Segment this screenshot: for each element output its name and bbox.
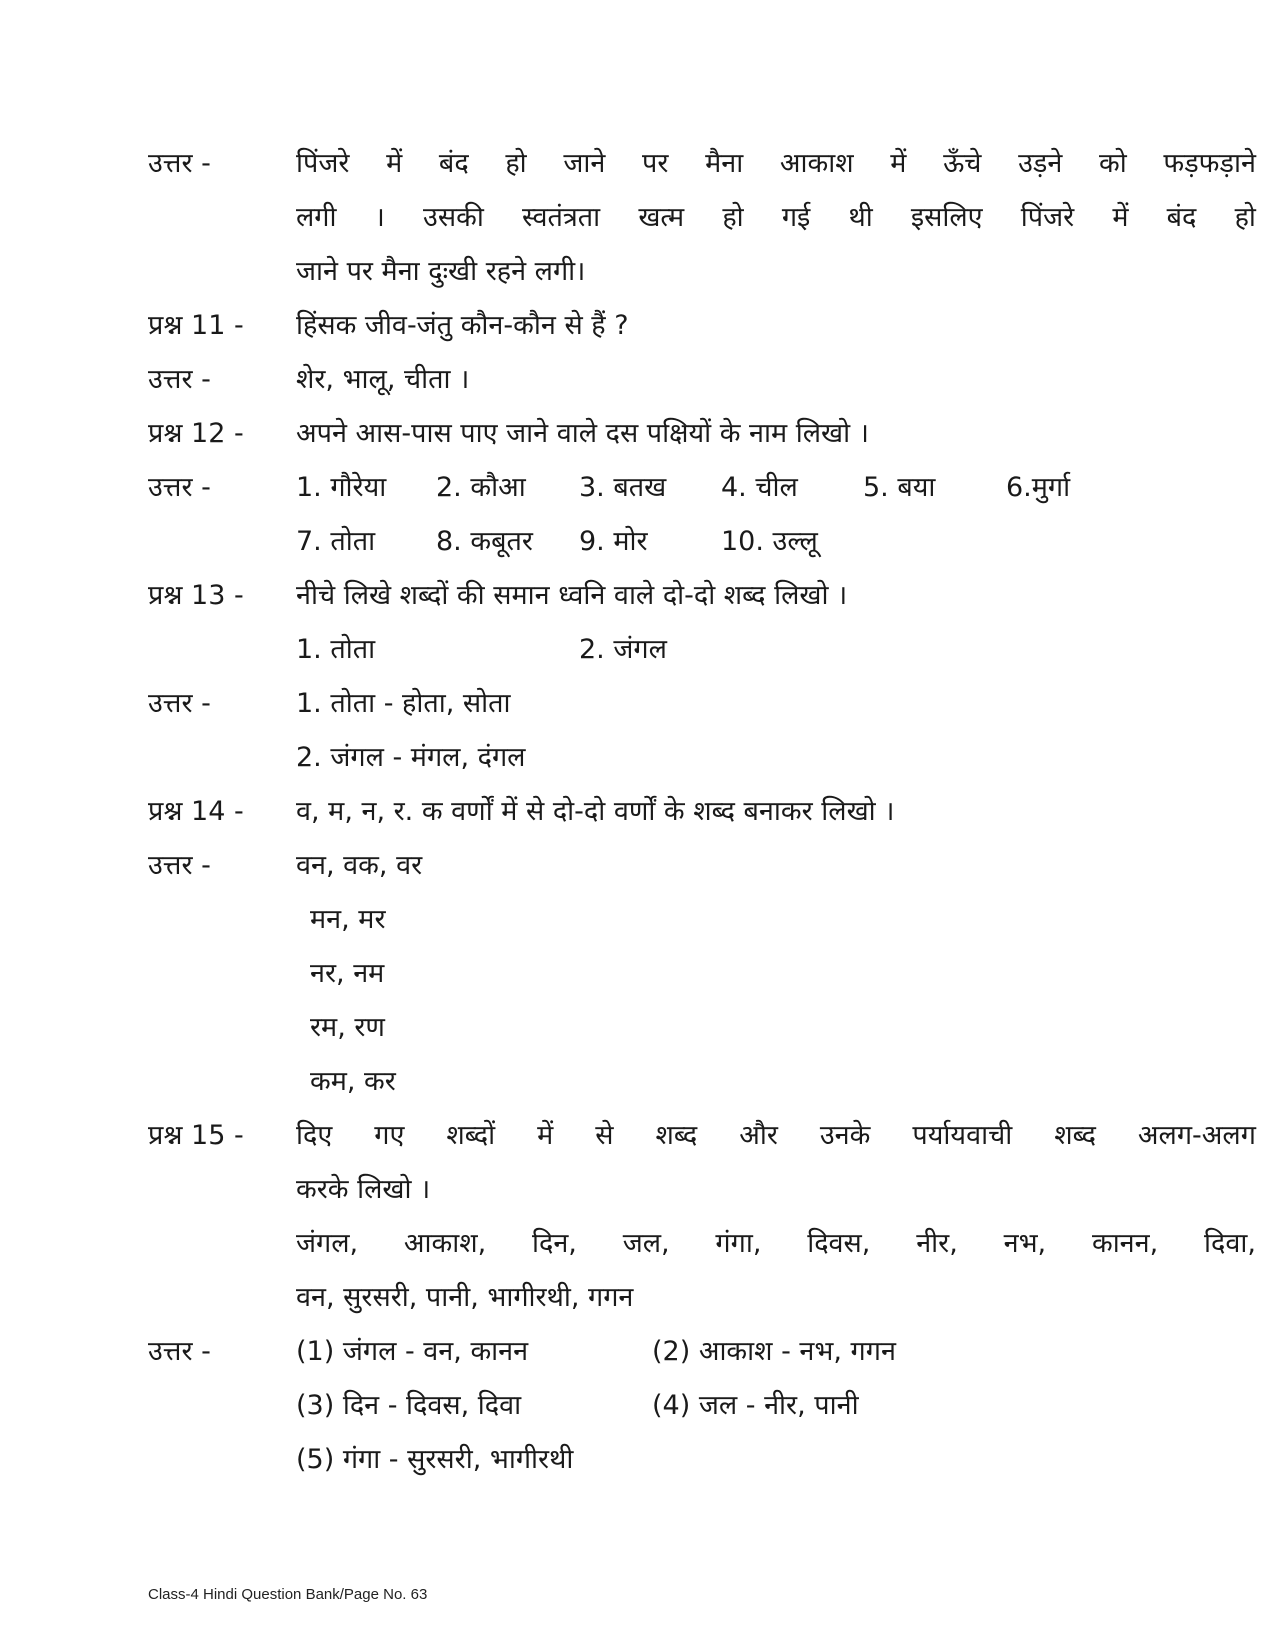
- list-item: (4) जल - नीर, पानी: [652, 1390, 859, 1421]
- word: नीर,: [916, 1228, 958, 1259]
- line-text: शेर, भालू, चीता ।: [296, 364, 470, 395]
- word: उसकी: [423, 202, 484, 233]
- word: में: [890, 148, 907, 179]
- word: शब्द: [655, 1120, 698, 1151]
- word: लगी: [296, 202, 337, 233]
- line-text: 2. जंगल - मंगल, दंगल: [296, 742, 526, 773]
- line-text: रम, रण: [310, 1012, 385, 1043]
- word: उनके: [819, 1120, 871, 1151]
- word: और: [739, 1120, 778, 1151]
- word: हो: [722, 202, 744, 233]
- word: दिन,: [531, 1228, 577, 1259]
- answer-label: उत्तर -: [148, 148, 211, 179]
- line-text: अपने आस-पास पाए जाने वाले दस पक्षियों के नाम लिखो ।: [296, 418, 869, 449]
- word: स्वतंत्रता: [521, 202, 601, 233]
- question-label: प्रश्न 13 -: [148, 580, 244, 611]
- list-item: (1) जंगल - वन, कानन: [296, 1336, 529, 1367]
- list-item: 5. बया: [863, 472, 936, 503]
- word: कानन,: [1091, 1228, 1159, 1259]
- word: शब्दों: [446, 1120, 496, 1151]
- list-item: 9. मोर: [579, 526, 648, 557]
- word: हो: [1234, 202, 1256, 233]
- word: आकाश,: [403, 1228, 487, 1259]
- word: पिंजरे: [296, 148, 350, 179]
- list-item: (3) दिन - दिवस, दिवा: [296, 1390, 522, 1421]
- justified-text: [296, 1216, 1256, 1272]
- word: खत्म: [638, 202, 685, 233]
- line-text: मन, मर: [310, 904, 386, 935]
- question-label: प्रश्न 11 -: [148, 310, 244, 341]
- question-label: प्रश्न 15 -: [148, 1120, 244, 1151]
- word: ऊँचे: [943, 148, 982, 179]
- word: पर्यायवाची: [912, 1120, 1013, 1151]
- list-item: 1. गौरेया: [296, 472, 387, 503]
- answer-label: उत्तर -: [148, 850, 211, 881]
- word: मैना: [705, 148, 744, 179]
- word: बंद: [1166, 202, 1197, 233]
- word: दिवस,: [807, 1228, 871, 1259]
- word: को: [1099, 148, 1127, 179]
- line-text: 1. तोता - होता, सोता: [296, 688, 511, 719]
- word: थी: [848, 202, 873, 233]
- word: गंगा,: [715, 1228, 762, 1259]
- list-item: 2. जंगल: [579, 634, 667, 665]
- list-item: 1. तोता: [296, 634, 376, 665]
- word: इसलिए: [910, 202, 983, 233]
- word: दिए: [296, 1120, 333, 1151]
- word: नभ,: [1003, 1228, 1047, 1259]
- line-text: करके लिखो ।: [296, 1174, 431, 1205]
- list-item: 10. उल्लू: [721, 526, 818, 557]
- list-item: 8. कबूतर: [436, 526, 533, 557]
- answer-label: उत्तर -: [148, 688, 211, 719]
- line-text: वन, वक, वर: [296, 850, 423, 881]
- word: गए: [374, 1120, 405, 1151]
- line-text: वन, सुरसरी, पानी, भागीरथी, गगन: [296, 1282, 634, 1313]
- list-item: 2. कौआ: [436, 472, 526, 503]
- list-item: 6.मुर्गा: [1006, 472, 1071, 503]
- answer-label: उत्तर -: [148, 364, 211, 395]
- word: गई: [781, 202, 811, 233]
- word: हो: [505, 148, 527, 179]
- page-footer: Class-4 Hindi Question Bank/Page No. 63: [148, 1586, 428, 1603]
- word: में: [1112, 202, 1129, 233]
- line-text: नीचे लिखे शब्दों की समान ध्वनि वाले दो-दो शब्द लिखो ।: [296, 580, 848, 611]
- question-label: प्रश्न 14 -: [148, 796, 244, 827]
- word: में: [386, 148, 403, 179]
- list-item: 4. चील: [721, 472, 798, 503]
- word: दिवा,: [1204, 1228, 1256, 1259]
- justified-text: [296, 190, 1256, 246]
- list-item: 3. बतख: [579, 472, 667, 503]
- list-item: (2) आकाश - नभ, गगन: [652, 1336, 896, 1367]
- word: बंद: [438, 148, 469, 179]
- line-text: कम, कर: [310, 1066, 396, 1097]
- line-text: व, म, न, र. क वर्णों में से दो-दो वर्णों के शब्द बनाकर लिखो ।: [296, 796, 895, 827]
- word: अलग-अलग: [1137, 1120, 1256, 1151]
- answer-label: उत्तर -: [148, 1336, 211, 1367]
- word: आकाश: [779, 148, 854, 179]
- answer-label: उत्तर -: [148, 472, 211, 503]
- word: जल,: [622, 1228, 670, 1259]
- word: में: [537, 1120, 554, 1151]
- line-text: जाने पर मैना दुःखी रहने लगी।: [296, 256, 586, 287]
- justified-text: [296, 1108, 1256, 1164]
- justified-text: [296, 136, 1256, 192]
- word: जाने: [563, 148, 606, 179]
- list-item: 7. तोता: [296, 526, 376, 557]
- word: से: [595, 1120, 614, 1151]
- word: शब्द: [1054, 1120, 1096, 1151]
- word: पर: [642, 148, 669, 179]
- word: पिंजरे: [1020, 202, 1075, 233]
- word: फड़फड़ाने: [1163, 148, 1256, 179]
- word: जंगल,: [296, 1228, 359, 1259]
- question-label: प्रश्न 12 -: [148, 418, 244, 449]
- line-text: हिंसक जीव-जंतु कौन-कौन से हैं ?: [296, 310, 629, 341]
- word: उड़ने: [1018, 148, 1063, 179]
- line-text: नर, नम: [310, 958, 385, 989]
- line-text: (5) गंगा - सुरसरी, भागीरथी: [296, 1444, 574, 1475]
- word: ।: [374, 202, 385, 233]
